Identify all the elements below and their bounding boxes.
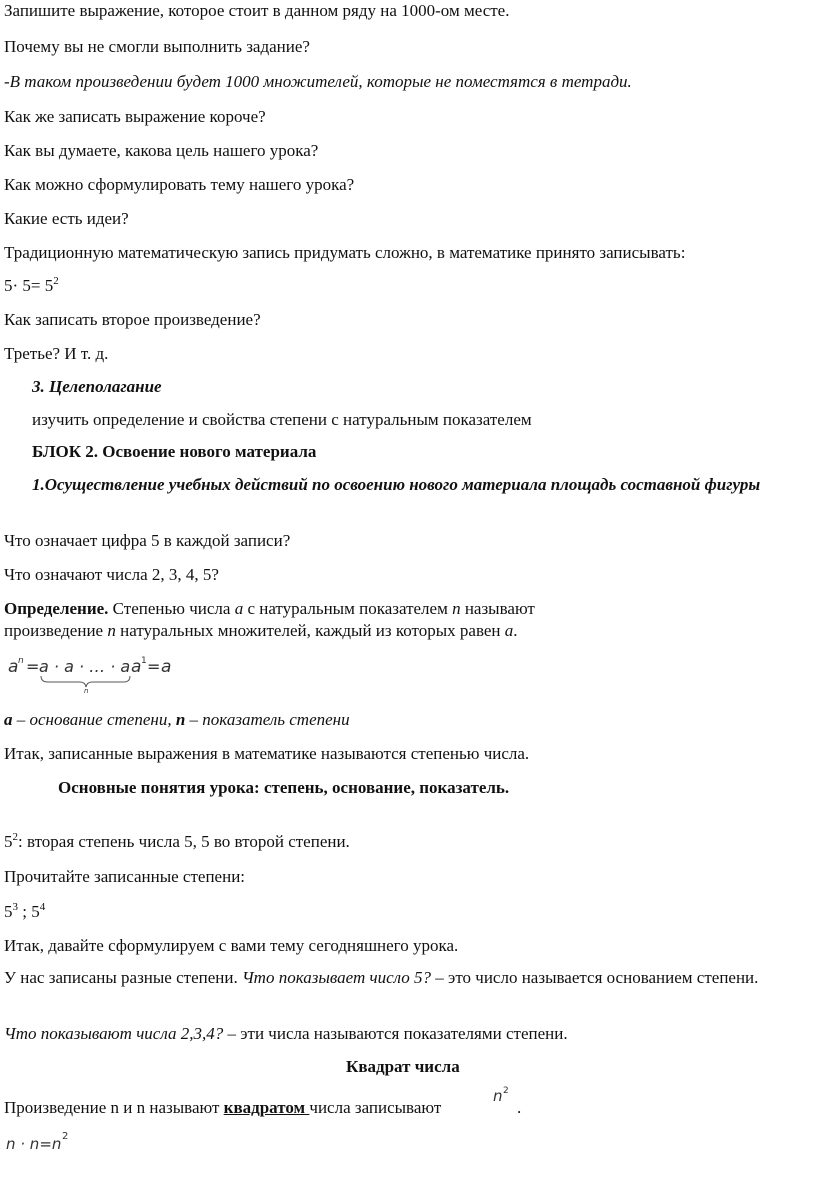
formula-lhs: a xyxy=(8,657,19,677)
svg-text:2: 2 xyxy=(62,1131,69,1142)
example-line: $5^2$: вторая степень числа 5, 5 во второй степени. xyxy=(4,831,350,851)
formula-factors: a · a · … · a xyxy=(39,657,131,676)
text-line: Запишите выражение, которое стоит в данном ряду на 1000-ом месте. xyxy=(4,1,510,20)
paragraph: У нас записаны разные степени. Что показывает число 5? – это число называется основанием степени. xyxy=(4,968,759,987)
subsection-heading: 1.Осуществление учебных действий по освоению нового материала площадь составной фигуры xyxy=(32,475,761,494)
terms-line: a – основание степени, n – показатель степени xyxy=(4,710,350,729)
powers-line: $5^3$ ; $5^4$ xyxy=(4,901,46,921)
definition-label: Определение. xyxy=(4,599,109,618)
text-line: Как записать второе произведение? xyxy=(4,310,261,329)
square-title: Квадрат числа xyxy=(346,1057,460,1076)
text-line: Прочитайте записанные степени: xyxy=(4,867,246,886)
text-line: Третье? И т. д. xyxy=(4,344,109,363)
text-line: Что означают числа 2, 3, 4, 5? xyxy=(4,565,219,584)
svg-text:1: 1 xyxy=(141,656,147,666)
text-line: Как вы думаете, какова цель нашего урока? xyxy=(4,141,319,160)
svg-text:=: = xyxy=(147,657,161,676)
section-heading: 3. Целеполагание xyxy=(32,377,162,396)
text-line: Что означает цифра 5 в каждой записи? xyxy=(4,531,291,550)
brace-label: n xyxy=(84,687,89,694)
underbrace xyxy=(41,676,130,687)
n-squared-formula xyxy=(491,1085,515,1107)
text-line: Какие есть идеи? xyxy=(4,209,129,228)
power-definition-formula xyxy=(6,652,176,694)
goal-text: изучить определение и свойства степени с натуральным показателем xyxy=(32,410,532,429)
formula-lhs-exp: n xyxy=(18,656,24,666)
paragraph: Что показывают числа 2,3,4? – эти числа называются показателями степени. xyxy=(4,1024,568,1043)
definition-cont: произведение n натуральных множителей, каждый из которых равен а. xyxy=(4,621,518,640)
formula-rhs: a xyxy=(131,657,142,677)
block-heading: БЛОК 2. Освоение нового материала xyxy=(32,442,317,461)
text-line: -В таком произведении будет 1000 множителей, которые не поместятся в тетради. xyxy=(4,72,632,91)
svg-text:n · n=n: n · n=n xyxy=(6,1135,62,1153)
svg-text:=: = xyxy=(26,657,40,676)
key-concepts: Основные понятия урока: степень, основание, показатель. xyxy=(58,778,510,797)
n-times-n-formula xyxy=(4,1127,76,1157)
svg-text:n: n xyxy=(493,1087,503,1105)
text-line: Итак, записанные выражения в математике называются степенью числа. xyxy=(4,744,530,763)
square-line-end: . xyxy=(517,1098,522,1117)
definition: Определение. Степенью числа а с натуральным показателем n называют xyxy=(4,599,535,618)
formula-5x5: $5\cdot 5= 5^2$ xyxy=(4,275,59,295)
text-line: Как же записать выражение короче? xyxy=(4,107,266,126)
text-line: Почему вы не смогли выполнить задание? xyxy=(4,37,310,56)
term-square: квадратом xyxy=(223,1098,310,1117)
svg-text:a: a xyxy=(161,657,172,677)
square-line: Произведение n и n называют квадратом числа записывают xyxy=(4,1098,442,1117)
text-line: Итак, давайте сформулируем с вами тему сегодняшнего урока. xyxy=(4,936,459,955)
svg-text:2: 2 xyxy=(503,1086,509,1096)
text-line: Как можно сформулировать тему нашего урока? xyxy=(4,175,355,194)
text-line: Традиционную математическую запись придумать сложно, в математике принято записывать: xyxy=(4,243,686,262)
